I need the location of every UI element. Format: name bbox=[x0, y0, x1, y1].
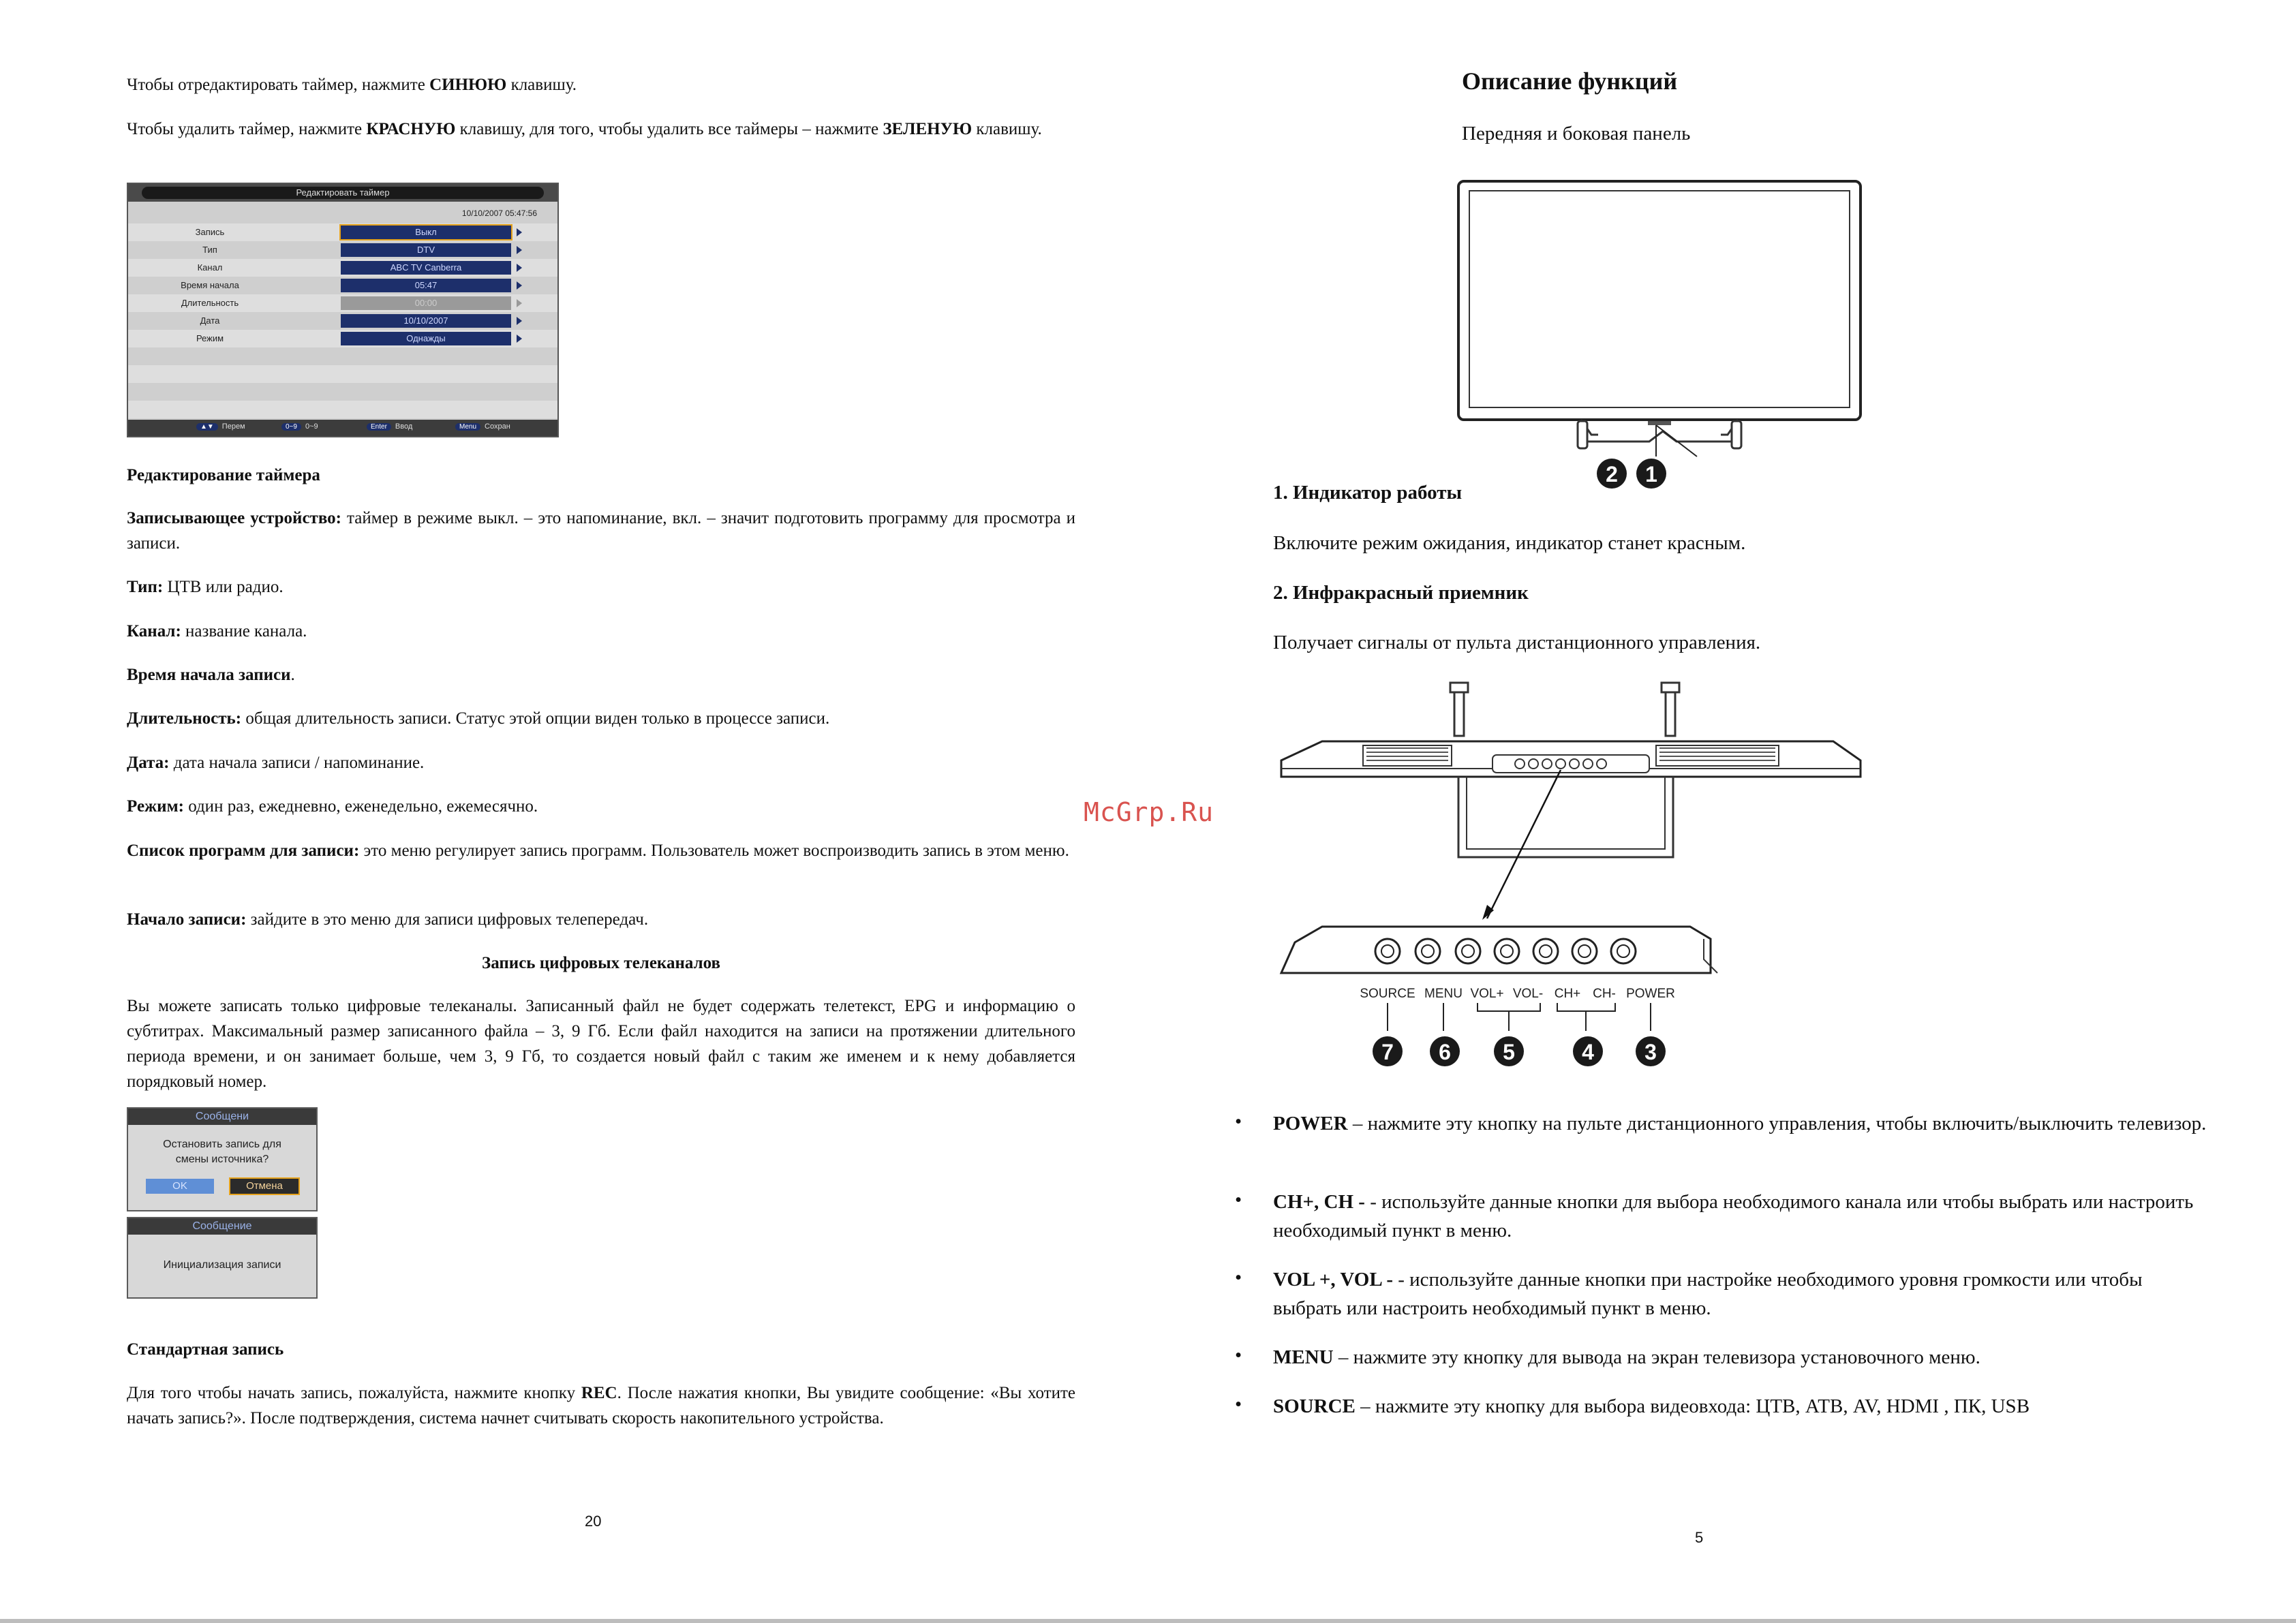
arrow-right-icon bbox=[517, 246, 522, 254]
def-recorder: Записывающее устройство: таймер в режиме выкл. – это напоминание, вкл. – значит подготовить программу для просмотра и записи. bbox=[127, 509, 1075, 553]
timer-title: Редактировать таймер bbox=[142, 187, 544, 199]
footer-hint-enter: Enter Ввод bbox=[367, 422, 412, 431]
timer-row-value: Однажды bbox=[341, 332, 511, 345]
paragraph-delete-timer: Чтобы удалить таймер, нажмите КРАСНУЮ клавишу, для того, чтобы удалить все таймеры – нажмите ЗЕЛЕНУЮ клавишу. bbox=[127, 120, 1042, 138]
timer-row-value: Выкл bbox=[341, 226, 511, 239]
bullet-icon: • bbox=[1235, 1267, 1242, 1288]
item-1-title: 1. Индикатор работы bbox=[1273, 482, 1463, 504]
indicator-ir-window bbox=[1648, 421, 1671, 425]
tv-front-diagram bbox=[1452, 176, 1874, 496]
dialog-message: Остановить запись для смены источника? bbox=[163, 1139, 281, 1165]
timer-row-type bbox=[128, 241, 557, 259]
timer-row-label: Время начала bbox=[181, 280, 239, 290]
heading-digital-record: Запись цифровых телеканалов bbox=[482, 954, 720, 972]
tv-screen bbox=[1469, 191, 1850, 407]
timer-row-date bbox=[128, 312, 557, 330]
arrow-right-icon bbox=[517, 281, 522, 290]
bullet-menu: MENU – нажмите эту кнопку для вывода на экран телевизора установочного меню. bbox=[1273, 1346, 1980, 1368]
timer-row-label: Запись bbox=[195, 227, 225, 237]
svg-text:6: 6 bbox=[1439, 1040, 1451, 1064]
timer-title-bar bbox=[128, 184, 557, 202]
dialog-stop-record bbox=[127, 1107, 318, 1211]
page-title: Описание функций bbox=[1462, 67, 1678, 95]
page-number-right: 5 bbox=[1695, 1529, 1704, 1546]
item-2-title: 2. Инфракрасный приемник bbox=[1273, 582, 1529, 604]
timer-row-mode bbox=[128, 330, 557, 347]
svg-text:1: 1 bbox=[1645, 462, 1657, 486]
footer-hint-save: Menu Сохран bbox=[455, 422, 510, 431]
def-start-time: Время начала записи. bbox=[127, 666, 295, 684]
timer-row-value: 00:00 bbox=[341, 296, 511, 310]
zoom-arrow bbox=[1487, 770, 1561, 918]
footer-hint-digits: 0~9 0~9 bbox=[281, 422, 318, 431]
label-vol-minus: VOL- bbox=[1512, 987, 1544, 1001]
bottom-rule bbox=[0, 1619, 2296, 1623]
timer-row-value: DTV bbox=[341, 243, 511, 257]
bullet-icon: • bbox=[1235, 1393, 1242, 1415]
timer-row-duration bbox=[128, 294, 557, 312]
timer-row-empty bbox=[128, 383, 557, 401]
page-number-left: 20 bbox=[585, 1513, 602, 1530]
footer-hint-move: ▲▼ Перем bbox=[196, 422, 245, 431]
label-power: POWER bbox=[1626, 987, 1675, 1001]
paragraph-standard-record: Для того чтобы начать запись, пожалуйста, нажмите кнопку REC. После нажатия кнопки, Вы увидите сообщение: «Вы хотите начать запись?». После подтверждения, система начнет считывать скорость накопительного устройства. bbox=[127, 1384, 1075, 1427]
arrow-right-icon bbox=[517, 299, 522, 307]
timer-row-start-time bbox=[128, 277, 557, 294]
arrow-right-icon bbox=[517, 335, 522, 343]
timer-footer bbox=[128, 420, 557, 436]
tv-stand-frame bbox=[1458, 777, 1673, 857]
dialog-init-record bbox=[127, 1217, 318, 1299]
item-2-text: Получает сигналы от пульта дистанционного управления. bbox=[1273, 632, 1761, 653]
def-date: Дата: дата начала записи / напоминание. bbox=[127, 754, 425, 772]
bullet-icon: • bbox=[1235, 1344, 1242, 1366]
timer-row-value: 05:47 bbox=[341, 279, 511, 292]
paragraph-digital-record: Вы можете записать только цифровые телеканалы. Записанный файл не будет содержать телетекст, EPG и информацию о субтитрах. Максимальный размер записанного файла – 3, 9 Гб. Если файл находится на записи на протяжении длительного периода времени, и он занимает больше, чем 3, 9 Гб, то создается новый файл с таким же именем и к нему добавляется порядковый номер. bbox=[127, 997, 1075, 1091]
timer-row-value: ABC TV Canberra bbox=[341, 261, 511, 275]
timer-datetime: 10/10/2007 05:47:56 bbox=[461, 208, 537, 218]
timer-row-empty bbox=[128, 365, 557, 383]
svg-text:4: 4 bbox=[1582, 1040, 1594, 1064]
cancel-button[interactable]: Отмена bbox=[230, 1179, 299, 1194]
item-1-text: Включите режим ожидания, индикатор станет красным. bbox=[1273, 532, 1746, 554]
def-duration: Длительность: общая длительность записи. Статус этой опции виден только в процессе записи. bbox=[127, 709, 830, 728]
arrow-right-icon bbox=[517, 228, 522, 236]
svg-text:2: 2 bbox=[1606, 462, 1618, 486]
bullet-source: SOURCE – нажмите эту кнопку для выбора видеовхода: ЦТВ, АТВ, AV, HDMI , ПК, USB bbox=[1273, 1395, 2030, 1417]
label-source: SOURCE bbox=[1360, 987, 1415, 1001]
bullet-icon: • bbox=[1235, 1189, 1242, 1211]
timer-row-empty bbox=[128, 401, 557, 418]
svg-text:5: 5 bbox=[1503, 1040, 1515, 1064]
timer-row-label: Режим bbox=[196, 333, 224, 343]
arrow-right-icon bbox=[517, 317, 522, 325]
tv-side-panel-diagram bbox=[1274, 680, 1874, 1082]
bullet-power: POWER – нажмите эту кнопку на пульте дистанционного управления, чтобы включить/выключить телевизор. bbox=[1273, 1113, 2207, 1134]
def-channel: Канал: название канала. bbox=[127, 622, 307, 640]
timer-row-label: Длительность bbox=[181, 298, 239, 308]
label-ch-minus: CH- bbox=[1593, 987, 1616, 1001]
def-program-list: Список программ для записи: это меню регулирует запись программ. Пользователь может воспроизводить запись в этом меню. bbox=[127, 841, 1069, 860]
ok-button[interactable]: OK bbox=[146, 1179, 214, 1194]
timer-row-empty bbox=[128, 347, 557, 365]
timer-row-value: 10/10/2007 bbox=[341, 314, 511, 328]
def-mode: Режим: один раз, ежедневно, еженедельно, ежемесячно. bbox=[127, 797, 538, 816]
label-menu: MENU bbox=[1424, 987, 1463, 1001]
heading-edit-timer: Редактирование таймера bbox=[127, 466, 320, 484]
timer-row-label: Канал bbox=[197, 262, 223, 273]
dialog-title: Сообщение bbox=[128, 1218, 316, 1235]
def-type: Тип: ЦТВ или радио. bbox=[127, 578, 284, 596]
def-start-record: Начало записи: зайдите в это меню для записи цифровых телепередач. bbox=[127, 910, 649, 929]
label-ch-plus: CH+ bbox=[1554, 987, 1581, 1001]
dialog-title: Сообщени bbox=[128, 1109, 316, 1125]
dialog-message: Инициализация записи bbox=[163, 1259, 281, 1271]
watermark: McGrp.Ru bbox=[1084, 797, 1214, 827]
svg-text:3: 3 bbox=[1644, 1040, 1657, 1064]
timer-row-label: Дата bbox=[200, 315, 220, 326]
label-vol-plus: VOL+ bbox=[1470, 987, 1504, 1001]
page-subtitle: Передняя и боковая панель bbox=[1462, 123, 1691, 144]
timer-edit-screenshot bbox=[127, 183, 559, 437]
timer-row-channel bbox=[128, 259, 557, 277]
timer-row-record bbox=[128, 223, 557, 241]
timer-row-label: Тип bbox=[202, 245, 217, 255]
bullet-icon: • bbox=[1235, 1111, 1242, 1132]
bullet-channel: CH+, CH - - используйте данные кнопки для выбора необходимого канала или чтобы выбрать или настроить необходимый пункт в меню. bbox=[1273, 1191, 2194, 1241]
arrow-right-icon bbox=[517, 264, 522, 272]
svg-text:7: 7 bbox=[1381, 1040, 1394, 1064]
bullet-volume: VOL +, VOL - - используйте данные кнопки при настройке необходимого уровня громкости или чтобы выбрать или настроить необходимый пункт в меню. bbox=[1273, 1269, 2143, 1319]
heading-standard-record: Стандартная запись bbox=[127, 1340, 284, 1359]
paragraph-edit-timer: Чтобы отредактировать таймер, нажмите СИНЮЮ клавишу. bbox=[127, 76, 577, 94]
